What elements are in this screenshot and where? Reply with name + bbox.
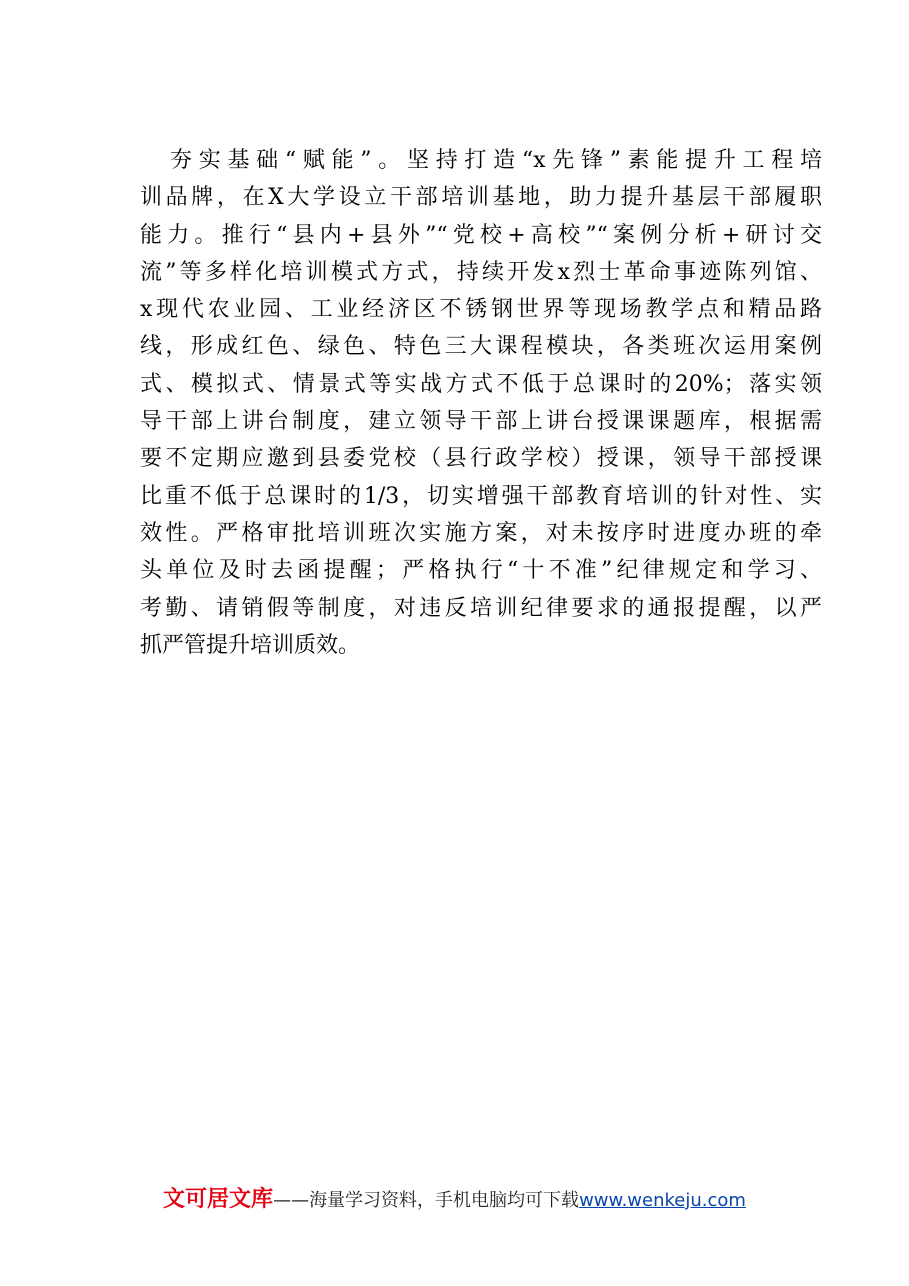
paragraph-line: 考勤、请销假等制度，对违反培训纪律要求的通报提醒，以严 — [140, 595, 822, 621]
body-paragraph — [140, 142, 822, 664]
paragraph-line: 抓严管提升培训质效。 — [140, 632, 361, 658]
paragraph-line: 导干部上讲台制度，建立领导干部上讲台授课课题库，根据需 — [140, 409, 822, 435]
paragraph-line: 要不定期应邀到县委党校（县行政学校）授课，领导干部授课 — [140, 446, 822, 472]
paragraph-line: 流”等多样化培训模式方式，持续开发x烈士革命事迹陈列馆、 — [140, 259, 823, 285]
footer-website-link[interactable]: www.wenkeju.com — [579, 1190, 746, 1211]
paragraph-line: 能力。推行“县内+县外”“党校+高校”“案例分析+研讨交 — [140, 222, 822, 248]
paragraph-line: 线，形成红色、绿色、特色三大课程模块，各类班次运用案例 — [140, 334, 822, 360]
footer-banner — [0, 1182, 909, 1213]
paragraph-line: 式、模拟式、情景式等实战方式不低于总课时的20%；落实领 — [140, 371, 822, 397]
footer-tagline: ——海量学习资料，手机电脑均可下载 — [273, 1190, 580, 1211]
paragraph-line: x现代农业园、工业经济区不锈钢世界等现场教学点和精品路 — [140, 297, 822, 323]
footer-brand: 文可居文库 — [163, 1187, 274, 1212]
paragraph-line: 效性。严格审批培训班次实施方案，对未按序时进度办班的牵 — [140, 520, 822, 546]
paragraph-line: 训品牌，在X大学设立干部培训基地，助力提升基层干部履职 — [140, 185, 822, 211]
paragraph-line: 头单位及时去函提醒；严格执行“十不准”纪律规定和学习、 — [140, 558, 822, 584]
paragraph-line: 夯实基础“赋能”。坚持打造“x先锋”素能提升工程培 — [170, 148, 822, 173]
paragraph-line: 比重不低于总课时的1/3，切实增强干部教育培训的针对性、实 — [140, 483, 822, 509]
